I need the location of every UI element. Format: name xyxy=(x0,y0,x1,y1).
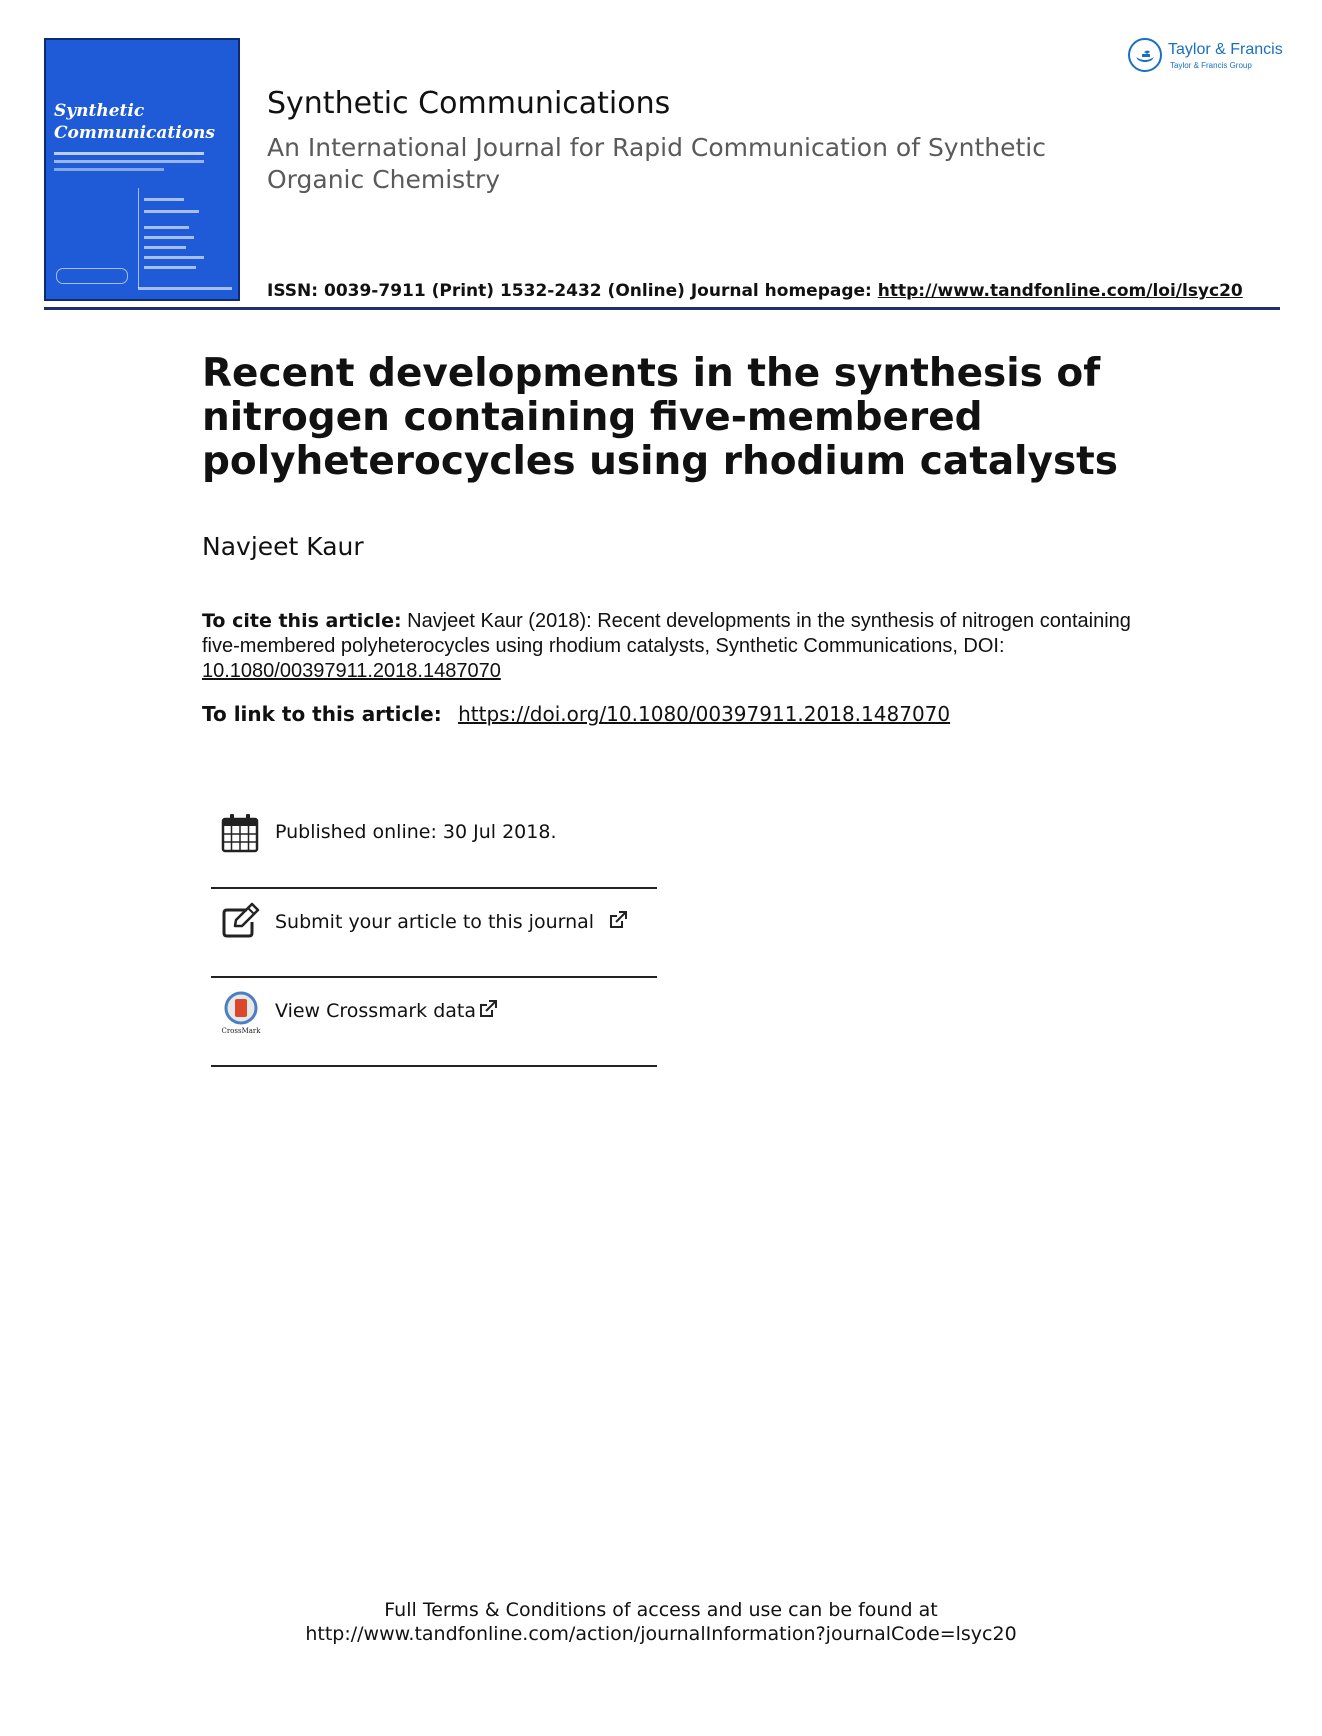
cover-line xyxy=(144,198,184,201)
edit-icon xyxy=(221,902,259,942)
cite-doi-link[interactable]: 10.1080/00397911.2018.1487070 xyxy=(202,660,501,682)
article-author: Navjeet Kaur xyxy=(202,532,364,561)
external-link-icon xyxy=(478,999,498,1024)
link-label: To link to this article: xyxy=(202,702,442,726)
cover-line xyxy=(144,246,186,249)
cover-line xyxy=(54,160,204,163)
article-info-list xyxy=(211,800,657,1067)
cover-line xyxy=(144,210,199,213)
published-row xyxy=(211,800,657,889)
terms-url[interactable]: http://www.tandfonline.com/action/journalInformation?journalCode=lsyc20 xyxy=(305,1623,1017,1645)
article-doi-link[interactable]: https://doi.org/10.1080/00397911.2018.1487070 xyxy=(458,702,951,726)
cover-line xyxy=(54,168,164,171)
article-title: Recent developments in the synthesis of nitrogen containing five-membered polyheterocycles using rhodium catalysts xyxy=(202,351,1119,484)
journal-subtitle: An International Journal for Rapid Communication of Synthetic Organic Chemistry xyxy=(267,133,1046,194)
crossmark-logo-text: CrossMark xyxy=(221,1027,261,1035)
issn-line xyxy=(267,281,1243,301)
cover-title: Synthetic Communications xyxy=(54,101,215,143)
journal-cover-image xyxy=(44,38,240,301)
header-divider xyxy=(44,307,1280,310)
cover-line xyxy=(144,266,196,269)
cover-publisher-logo xyxy=(56,268,128,284)
calendar-icon xyxy=(221,813,259,853)
crossmark-row[interactable] xyxy=(211,978,657,1067)
cover-line xyxy=(54,152,204,155)
terms-line: Full Terms & Conditions of access and use can be found at xyxy=(384,1599,938,1621)
cite-text: Navjeet Kaur (2018): Recent developments in the synthesis of nitrogen containing five-membered polyheterocycles using rhodium catalysts, Synthetic Communications, DOI: xyxy=(202,610,1131,657)
cover-line xyxy=(144,226,189,229)
crossmark-link[interactable]: View Crossmark data xyxy=(275,999,498,1024)
article-link-line xyxy=(202,702,950,726)
cover-line xyxy=(138,287,232,290)
cite-label: To cite this article: xyxy=(202,610,402,632)
publisher-group: Taylor & Francis Group xyxy=(1170,61,1252,70)
submit-row[interactable] xyxy=(211,889,657,978)
publisher-lamp-icon xyxy=(1128,38,1162,72)
journal-homepage-link[interactable]: http://www.tandfonline.com/loi/lsyc20 xyxy=(877,281,1243,301)
cover-line xyxy=(144,256,204,259)
submit-article-link[interactable]: Submit your article to this journal xyxy=(275,910,628,935)
terms-footer xyxy=(0,1598,1322,1646)
publisher-name: Taylor & Francis xyxy=(1168,41,1283,58)
external-link-icon xyxy=(608,910,628,935)
publisher-logo xyxy=(1128,38,1288,78)
cover-divider xyxy=(138,188,139,288)
crossmark-icon xyxy=(221,991,261,1035)
citation-block xyxy=(202,609,1132,684)
issn-text: ISSN: 0039-7911 (Print) 1532-2432 (Online) Journal homepage: xyxy=(267,281,878,301)
cover-line xyxy=(144,236,194,239)
journal-title: Synthetic Communications xyxy=(267,86,671,121)
published-date: Published online: 30 Jul 2018. xyxy=(275,821,557,843)
